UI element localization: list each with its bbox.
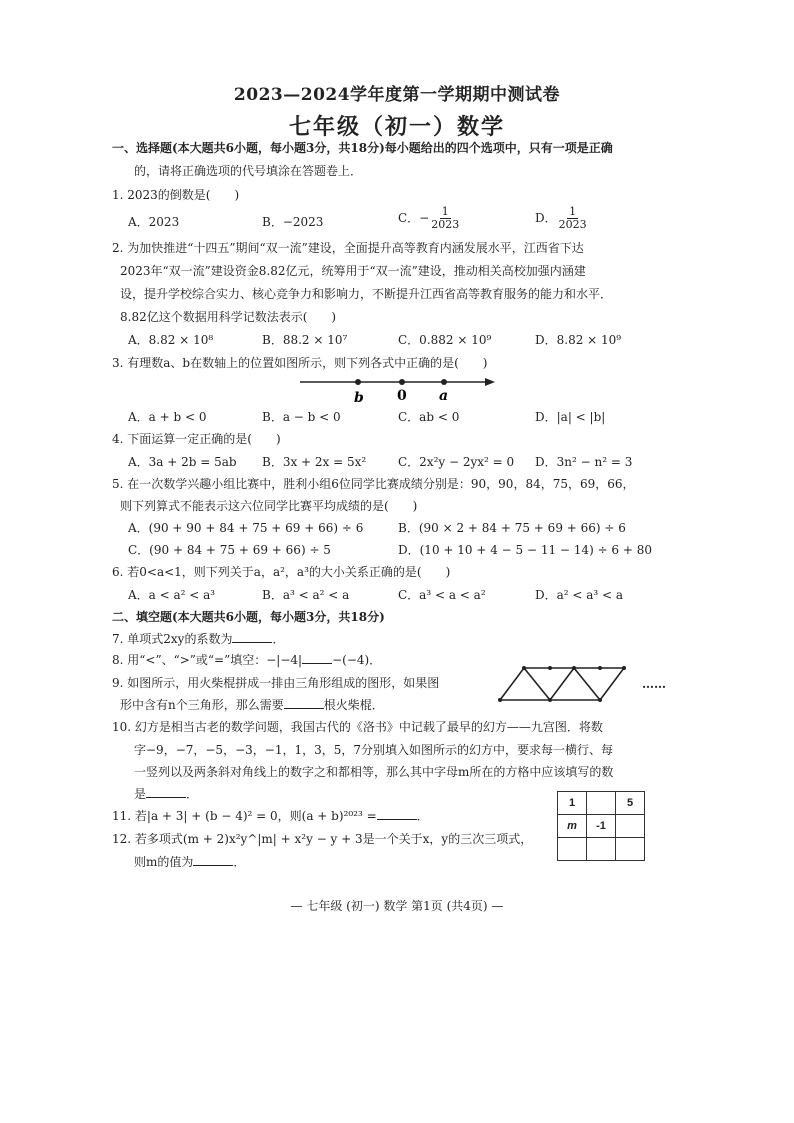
q9-line-2-prefix: 形中含有n个三角形，那么需要 [120, 698, 284, 712]
q5-option-a: A．(90 + 90 + 84 + 75 + 69 + 66) ÷ 6 [128, 521, 364, 535]
q5-line-1: 5. 在一次数学兴趣小组比赛中，胜利小组6位同学比赛成绩分别是：90，90，84，75，69，66， [112, 477, 635, 491]
q4-stem: 4. 下面运算一定正确的是( ) [112, 432, 281, 446]
match-head [548, 666, 552, 670]
q9-answer-blank[interactable] [284, 697, 324, 709]
q4-option-c: C．2x²y − 2yx² = 0 [398, 455, 515, 469]
q10-answer-blank[interactable] [146, 786, 186, 798]
point-0 [399, 379, 405, 385]
magic-cell: 5 [616, 792, 645, 815]
q7-answer-blank[interactable] [232, 631, 272, 643]
exam-subtitle: 七年级（初一）数学 [288, 114, 505, 140]
q8-prefix: 8. 用“<”、“>”或“=”填空：−|−4| [112, 653, 303, 667]
q2-line-1: 2. 为加快推进“十四五”期间“双一流”建设，全面提升高等教育内涵发展水平，江西省下达 [112, 241, 584, 255]
q5-option-d: D．(10 + 10 + 4 − 5 − 11 − 14) ÷ 6 + 80 [398, 543, 653, 557]
match-head [548, 698, 552, 702]
q2-line-4: 8.82亿这个数据用科学记数法表示( ) [120, 310, 337, 324]
q7-line [112, 631, 284, 647]
magic-square-grid [557, 791, 645, 861]
matchstick [524, 668, 550, 700]
q11-suffix: ． [416, 809, 429, 823]
q1-stem: 1. 2023的倒数是( ) [112, 188, 240, 202]
q11-prefix: 11. 若|a + 3| + (b − 4)² = 0，则(a + b)²⁰²³ = [112, 809, 377, 823]
q1-option-c-prefix: C．− [398, 211, 430, 225]
q3-option-a: A．a + b < 0 [128, 410, 207, 424]
q4-option-b: B．3x + 2x = 5x² [262, 455, 367, 469]
magic-cell: 1 [558, 792, 587, 815]
q3-option-d: D．|a| < |b| [535, 410, 606, 424]
q7-prefix: 7. 单项式2xy的系数为 [112, 632, 233, 646]
q10-line-2: 字−9，−7，−5，−3，−1，1，3，5，7分别填入如图所示的幻方中，要求每一横行、每 [134, 743, 613, 757]
q12-line-2-prefix: 则m的值为 [134, 855, 194, 869]
q2-option-b: B．88.2 × 10⁷ [262, 333, 348, 347]
magic-row [558, 838, 645, 861]
magic-cell [587, 838, 616, 861]
q12-line-2 [134, 854, 245, 870]
q11-answer-blank[interactable] [377, 808, 417, 820]
page-footer: — 七年级 (初一) 数学 第1页 (共4页) — [290, 899, 504, 913]
q12-line-2-suffix: ． [233, 855, 246, 869]
section-2-heading: 二、填空题(本大题共6小题，每小题3分，共18分) [112, 610, 385, 624]
magic-cell [587, 792, 616, 815]
q1-option-a: A．2023 [128, 215, 180, 229]
q6-stem: 6. 若0<a<1，则下列关于a，a²，a³的大小关系正确的是( ) [112, 565, 451, 579]
q6-option-a: A．a < a² < a³ [128, 588, 216, 602]
q3-option-c: C．ab < 0 [398, 410, 460, 424]
section-1-heading: 一、选择题(本大题共6小题，每小题3分，共18分)每小题给出的四个选项中，只有一项是正确 [112, 141, 613, 155]
q8-suffix: −(−4)． [332, 653, 382, 667]
q9-line-2 [120, 697, 384, 713]
magic-cell [616, 838, 645, 861]
q5-line-2: 则下列算式不能表示这六位同学比赛平均成绩的是( ) [120, 499, 418, 513]
q1-d-denominator: 2023 [558, 218, 587, 231]
q1-option-b: B．−2023 [262, 215, 324, 229]
match-head [572, 666, 576, 670]
match-head [598, 666, 602, 670]
q4-option-a: A．3a + 2b = 5ab [128, 455, 237, 469]
q8-answer-blank[interactable] [302, 652, 332, 664]
q9-ellipsis: …… [642, 677, 666, 691]
magic-row [558, 792, 645, 815]
match-head [522, 666, 526, 670]
point-a [441, 379, 447, 385]
q11-line [112, 808, 429, 824]
q7-suffix: ． [272, 632, 285, 646]
label-a: a [439, 388, 449, 404]
magic-cell [616, 815, 645, 838]
q5-option-c: C．(90 + 84 + 75 + 69 + 66) ÷ 5 [128, 543, 331, 557]
magic-cell: -1 [587, 815, 616, 838]
q1-option-d-prefix: D． [535, 211, 557, 225]
q2-line-3: 设，提升学校综合实力、核心竞争力和影响力，不断提升江西省高等教育服务的能力和水平． [120, 287, 613, 301]
exam-title: 2023—2024学年度第一学期期中测试卷 [233, 85, 561, 105]
q5-option-b: B．(90 × 2 + 84 + 75 + 69 + 66) ÷ 6 [398, 521, 626, 535]
q10-line-1: 10. 幻方是相当古老的数学问题，我国古代的《洛书》中记载了最早的幻方——九宫图．将数 [112, 720, 603, 734]
q2-line-2: 2023年“双一流”建设资金8.82亿元，统筹用于“双一流”建设，推动相关高校加强内涵建 [120, 264, 586, 278]
label-0: 0 [397, 388, 407, 404]
q1-option-c [398, 206, 461, 231]
q1-option-d-fraction [557, 206, 589, 231]
q1-d-numerator: 1 [569, 205, 577, 218]
q10-line-4 [134, 786, 198, 802]
q9-line-2-suffix: 根火柴棍． [323, 698, 384, 712]
match-head [598, 698, 602, 702]
matchstick [550, 668, 574, 700]
q6-option-b: B．a³ < a² < a [262, 588, 350, 602]
q2-option-d: D．8.82 × 10⁹ [535, 333, 622, 347]
point-b [355, 379, 361, 385]
q10-line-3: 一竖列以及两条斜对角线上的数字之和都相等，那么其中字母m所在的方格中应该填写的数 [134, 765, 614, 779]
q1-option-d [535, 206, 589, 231]
q1-c-numerator: 1 [441, 205, 449, 218]
match-head [622, 666, 626, 670]
matchstick [500, 668, 524, 700]
magic-cell [558, 838, 587, 861]
q8-line [112, 652, 381, 668]
q1-option-c-fraction [429, 206, 461, 231]
q9-matchstick-triangles-figure [496, 664, 636, 704]
q3-number-line [298, 374, 498, 410]
q12-answer-blank[interactable] [193, 854, 233, 866]
q4-option-d: D．3n² − n² = 3 [535, 455, 633, 469]
q2-option-a: A．8.82 × 10⁸ [128, 333, 214, 347]
label-b: b [354, 390, 364, 406]
q3-stem: 3. 有理数a、b在数轴上的位置如图所示，则下列各式中正确的是( ) [112, 356, 488, 370]
section-1-heading-cont: 的，请将正确选项的代号填涂在答题卷上． [134, 164, 363, 178]
q2-option-c: C．0.882 × 10⁹ [398, 333, 492, 347]
q10-line-4-prefix: 是 [134, 787, 147, 801]
matchstick [574, 668, 600, 700]
q3-option-b: B．a − b < 0 [262, 410, 341, 424]
q9-line-1: 9. 如图所示，用火柴棍拼成一排由三角形组成的图形，如果图 [112, 676, 440, 690]
magic-row [558, 815, 645, 838]
match-head [498, 698, 502, 702]
q12-line-1: 12. 若多项式(m + 2)x²y^|m| + x²y − y + 3是一个关于x，y的三次三项式， [112, 832, 533, 846]
matchstick [600, 668, 624, 700]
q10-line-4-suffix: ． [186, 787, 199, 801]
magic-cell-m: m [558, 815, 587, 838]
q6-option-d: D．a² < a³ < a [535, 588, 624, 602]
q6-option-c: C．a³ < a < a² [398, 588, 486, 602]
number-line-arrow [485, 378, 495, 386]
q1-c-denominator: 2023 [431, 218, 460, 231]
